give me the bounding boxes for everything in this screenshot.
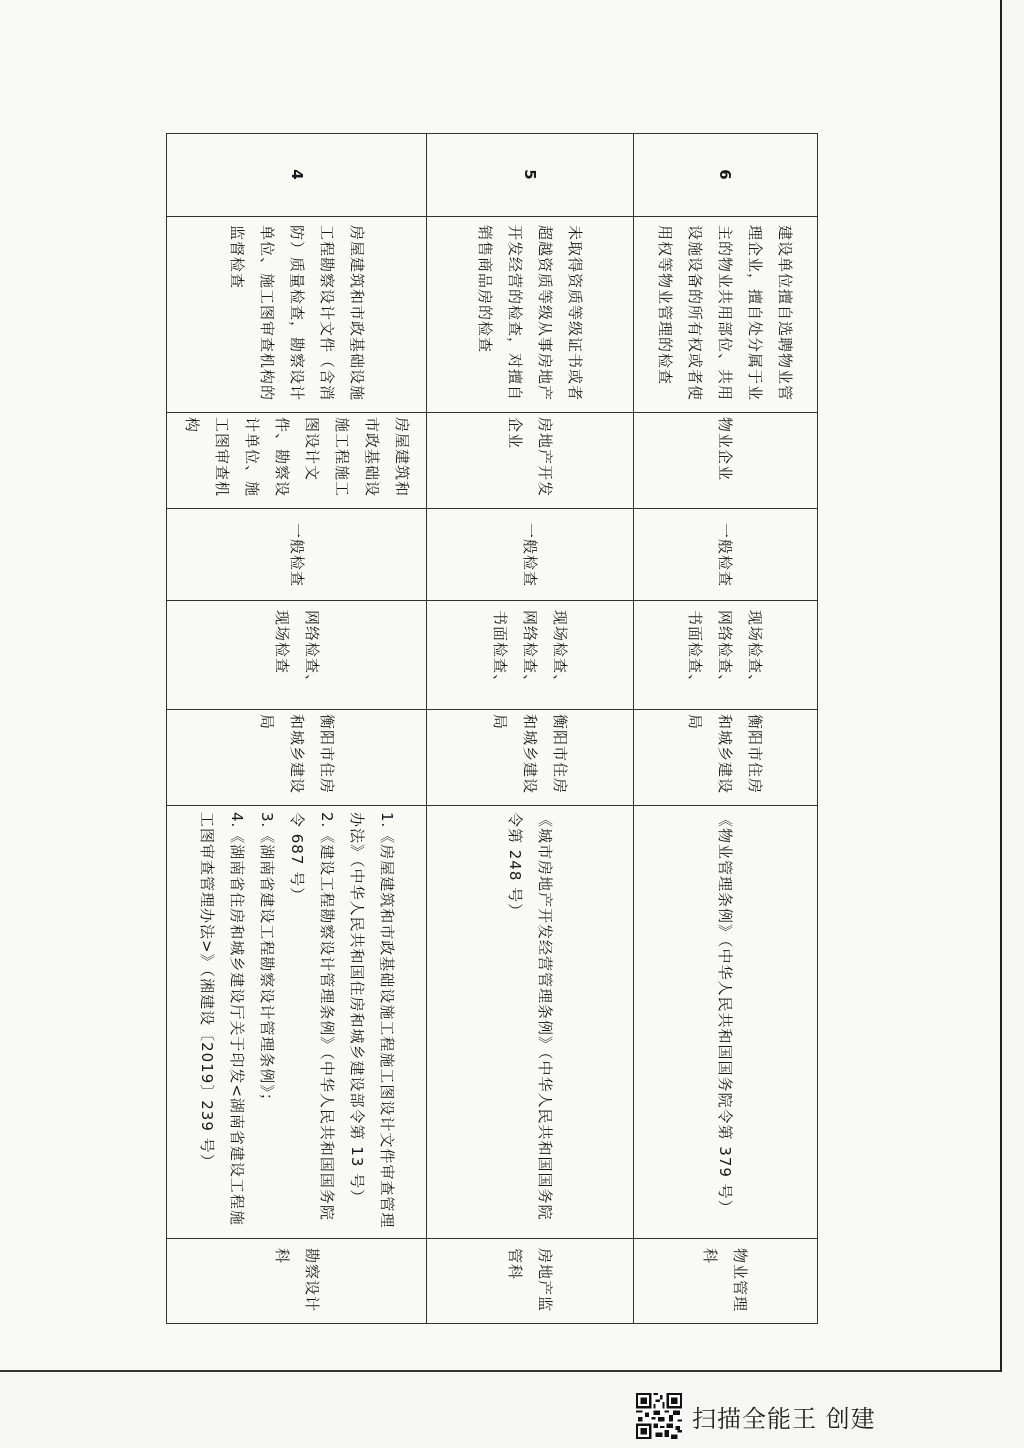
legal-basis-line: 《城市房地产开发经营管理条例》（中华人民共和国国务院令第 248 号）: [505, 812, 554, 1221]
inspection-method: 现场检查、网络检查、书面检查、: [686, 610, 765, 691]
row-number: 6: [716, 169, 735, 181]
cell-basis-5: [427, 806, 633, 1239]
cell-department-5: [427, 1239, 633, 1324]
inspection-target: 物业企业: [716, 416, 735, 481]
cell-item-6: [633, 217, 817, 413]
cell-department-6: [633, 1239, 817, 1324]
cell-number-4: [167, 134, 427, 217]
inspection-item: 建设单位擅自选聘物业管理企业，擅自处分属于业主的物业共用部位、共用设施设备的所有权或者使用权等物业管理的检查: [656, 224, 795, 401]
inspection-method: 现场检查、网络检查、书面检查、: [490, 610, 569, 691]
inspection-agency: 衡阳市住房和城乡建设局: [257, 713, 336, 794]
cell-method-6: [633, 601, 817, 710]
qr-code-icon: [636, 1393, 682, 1439]
inspection-target: 房屋建筑和市政基础设施工程施工图设计文件、勘察设计单位、施工图审查机构: [182, 416, 411, 497]
row-number: 4: [287, 169, 306, 181]
table-row-number: [167, 134, 818, 217]
cell-category-6: [633, 509, 817, 601]
legal-basis: [192, 812, 402, 1232]
cell-method-4: [167, 601, 427, 710]
row-number: 5: [520, 169, 539, 181]
table-row-method: [167, 601, 818, 710]
legal-basis: [500, 812, 560, 1232]
cell-category-5: [427, 509, 633, 601]
inspection-category: 一般检查: [716, 522, 735, 587]
cell-target-5: [427, 413, 633, 509]
cell-target-4: [167, 413, 427, 509]
table-row-category: [167, 509, 818, 601]
responsible-department: 勘察设计科: [272, 1248, 321, 1313]
cell-agency-4: [167, 710, 427, 806]
cell-category-4: [167, 509, 427, 601]
inspection-category: 一般检查: [520, 522, 539, 587]
cell-department-4: [167, 1239, 427, 1324]
cell-item-5: [427, 217, 633, 413]
cell-number-5: [427, 134, 633, 217]
cell-agency-6: [633, 710, 817, 806]
table-row-agency: [167, 710, 818, 806]
responsible-department: 房地产监管科: [505, 1248, 554, 1313]
legal-basis-line: 2.《建设工程勘察设计管理条例》（中华人民共和国国务院令 687 号）: [287, 812, 336, 1221]
inspection-target: 房地产开发企业: [505, 416, 554, 497]
legal-basis-line: 1.《房屋建筑和市政基础设施工程施工图设计文件审查管理办法》（中华人民共和国住房和城乡建设部令第 13 号）: [347, 812, 396, 1229]
legal-basis: [710, 812, 740, 1232]
legal-basis-line: 《物业管理条例》（中华人民共和国国务院令第 379 号）: [716, 812, 735, 1216]
scanner-watermark: [636, 1392, 876, 1440]
inspection-agency: 衡阳市住房和城乡建设局: [686, 713, 765, 794]
responsible-department: 物业管理科: [701, 1248, 750, 1313]
cell-item-4: [167, 217, 427, 413]
table-row-target: [167, 413, 818, 509]
table-row-department: [167, 1239, 818, 1324]
cell-agency-5: [427, 710, 633, 806]
legal-basis-line: 4.《湖南省住房和城乡建设厅关于印发<湖南省建设工程施工图审查管理办法>》（湘建设〔2019〕239 号）: [197, 812, 246, 1226]
inspection-table: [166, 133, 818, 1324]
scanner-app-text: 扫描全能王 创建: [692, 1404, 876, 1433]
table-row-item: [167, 217, 818, 413]
inspection-category: 一般检查: [287, 522, 306, 587]
inspection-item: 未取得资质等级证书或者超越资质等级从事房地产开发经营的检查，对擅自销售商品房的检查: [475, 224, 584, 401]
inspection-item: 房屋建筑和市政基础设施工程勘察设计文件（含消防）质量检查，勘察设计单位、施工图审查机构的监督检查: [227, 224, 366, 401]
cell-number-6: [633, 134, 817, 217]
cell-method-5: [427, 601, 633, 710]
cell-basis-6: [633, 806, 817, 1239]
inspection-agency: 衡阳市住房和城乡建设局: [490, 713, 569, 794]
table-row-basis: [167, 806, 818, 1239]
legal-basis-line: 3.《湖南省建设工程勘察设计管理条例》；: [257, 812, 276, 1109]
cell-basis-4: [167, 806, 427, 1239]
inspection-method: 网络检查、现场检查: [272, 610, 321, 691]
cell-target-6: [633, 413, 817, 509]
